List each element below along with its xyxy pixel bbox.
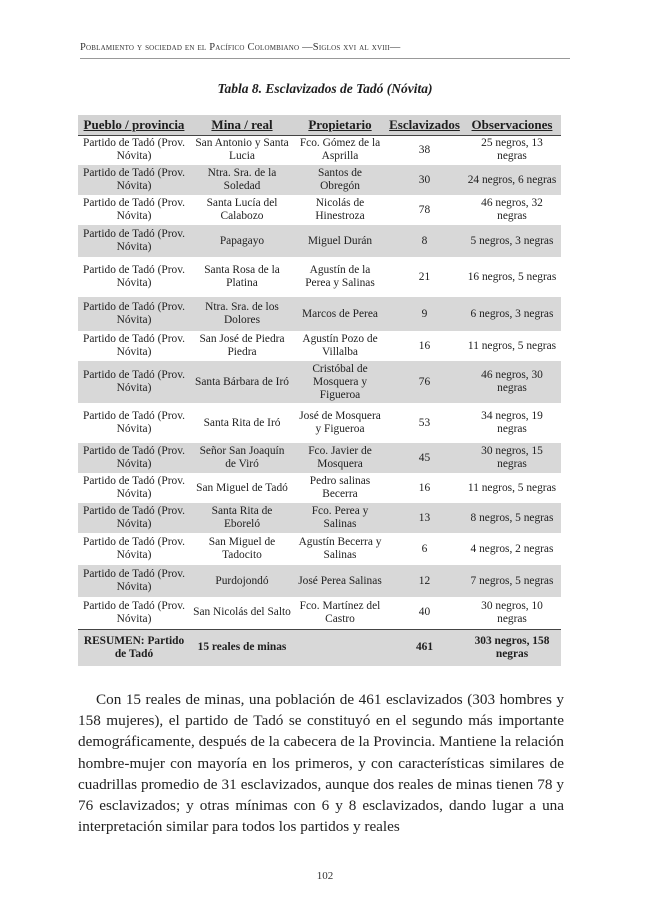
cell-propietario: Fco. Martínez del Castro — [299, 599, 381, 625]
cell-observaciones: 34 negros, 19 negras — [481, 410, 543, 435]
table-header-row — [78, 115, 561, 135]
slaves-table — [78, 115, 561, 666]
cell-mina: San Miguel de Tadocito — [208, 536, 276, 561]
cell-esclavizados: 13 — [386, 503, 463, 533]
summary-propietario — [294, 629, 386, 666]
cell-observaciones: 24 negros, 6 negras — [463, 165, 561, 195]
cell-mina: Papagayo — [190, 225, 294, 257]
cell-esclavizados: 12 — [386, 565, 463, 597]
table-row — [78, 403, 561, 443]
table-row — [78, 257, 561, 297]
cell-esclavizados: 78 — [418, 203, 431, 216]
cell-pueblo: Partido de Tadó (Prov. Nóvita) — [82, 410, 186, 435]
cell-propietario: Fco. Perea y Salinas — [294, 503, 386, 533]
cell-pueblo: Partido de Tadó (Prov. Nóvita) — [78, 361, 190, 403]
table-row — [78, 503, 561, 533]
cell-pueblo: Partido de Tadó (Prov. Nóvita) — [78, 297, 190, 331]
cell-propietario: José Perea Salinas — [294, 565, 386, 597]
cell-propietario: Fco. Javier de Mosquera — [294, 443, 386, 473]
cell-mina: San Nicolás del Salto — [193, 606, 291, 619]
cell-pueblo: Partido de Tadó (Prov. Nóvita) — [78, 165, 190, 195]
cell-observaciones: 7 negros, 5 negras — [463, 565, 561, 597]
cell-pueblo: Partido de Tadó (Prov. Nóvita) — [82, 475, 186, 500]
summary-mina: 15 reales de minas — [190, 629, 294, 666]
cell-esclavizados: 21 — [418, 270, 431, 283]
cell-mina: San José de Piedra Piedra — [199, 333, 285, 358]
column-header-esclavizados: Esclavizados — [386, 115, 463, 135]
cell-propietario: Agustín de la Perea y Salinas — [305, 264, 375, 289]
cell-mina: Santa Rita de Iró — [203, 416, 281, 429]
cell-mina: San Miguel de Tadó — [196, 481, 288, 494]
summary-esclavizados: 461 — [386, 629, 463, 666]
column-header-mina: Mina / real — [190, 115, 294, 135]
header-rule — [80, 58, 570, 59]
cell-mina: Santa Rita de Eboreló — [190, 503, 294, 533]
cell-propietario: Fco. Gómez de la Asprilla — [299, 137, 381, 163]
body-text — [78, 689, 564, 837]
cell-pueblo: Partido de Tadó (Prov. Nóvita) — [78, 225, 190, 257]
cell-observaciones: 8 negros, 5 negras — [463, 503, 561, 533]
cell-esclavizados: 38 — [418, 143, 431, 156]
cell-mina: Santa Bárbara de Iró — [190, 361, 294, 403]
cell-observaciones: 16 negros, 5 negras — [467, 270, 557, 283]
cell-observaciones: 4 negros, 2 negras — [470, 542, 554, 555]
table-row — [78, 597, 561, 629]
cell-pueblo: Partido de Tadó (Prov. Nóvita) — [78, 565, 190, 597]
table-row — [78, 473, 561, 503]
cell-mina: Santa Lucía del Calabozo — [206, 197, 278, 222]
cell-esclavizados: 9 — [386, 297, 463, 331]
table-row — [78, 533, 561, 565]
cell-esclavizados: 16 — [418, 481, 431, 494]
cell-propietario: Marcos de Perea — [294, 297, 386, 331]
cell-mina: Purdojondó — [190, 565, 294, 597]
cell-propietario: Miguel Durán — [294, 225, 386, 257]
column-header-propietario: Propietario — [294, 115, 386, 135]
cell-pueblo: Partido de Tadó (Prov. Nóvita) — [78, 443, 190, 473]
cell-observaciones: 30 negros, 10 negras — [481, 599, 543, 625]
table-row — [78, 331, 561, 361]
cell-observaciones: 11 negros, 5 negras — [467, 481, 557, 494]
cell-esclavizados: 8 — [386, 225, 463, 257]
running-head: Poblamiento y sociedad en el Pacífico Colombiano —Siglos xvi al xviii— — [80, 42, 401, 53]
cell-esclavizados: 45 — [386, 443, 463, 473]
cell-observaciones: 46 negros, 32 negras — [481, 197, 543, 222]
cell-observaciones: 25 negros, 13 negras — [481, 137, 543, 163]
cell-observaciones: 5 negros, 3 negras — [463, 225, 561, 257]
table-row — [78, 135, 561, 165]
cell-propietario: Pedro salinas Becerra — [309, 475, 371, 500]
table-row — [78, 361, 561, 403]
cell-esclavizados: 30 — [386, 165, 463, 195]
body-paragraph: Con 15 reales de minas, una población de 461 esclavizados (303 hombres y 158 mujeres), el partido de Tadó se constituyó en el segundo más importante demográficamente, después de la cabecera de la Provincia. Mantiene la relación hombre-mujer con mayoría en los primeros, y con características similares de cuadrillas promedio de 31 esclavizados, aunque dos reales de minas tienen 78 y 76 esclavizados; y otras mínimas con 6 y 8 esclavizados, dando lugar a una interpretación similar para todos los partidos y reales — [78, 691, 564, 836]
cell-mina: Ntra. Sra. de los Dolores — [190, 297, 294, 331]
cell-esclavizados: 6 — [421, 542, 428, 555]
table-row — [78, 165, 561, 195]
cell-mina: Santa Rosa de la Platina — [204, 264, 280, 289]
cell-observaciones: 11 negros, 5 negras — [467, 339, 557, 352]
cell-pueblo: Partido de Tadó (Prov. Nóvita) — [82, 333, 186, 358]
table-row — [78, 297, 561, 331]
column-header-pueblo: Pueblo / provincia — [78, 115, 190, 135]
cell-observaciones: 6 negros, 3 negras — [463, 297, 561, 331]
cell-pueblo: Partido de Tadó (Prov. Nóvita) — [82, 536, 186, 561]
column-header-observaciones: Observaciones — [463, 115, 561, 135]
cell-propietario: Santos de Obregón — [294, 165, 386, 195]
table-row — [78, 443, 561, 473]
table-title: Tabla 8. Esclavizados de Tadó (Nóvita) — [217, 81, 433, 96]
table-row — [78, 225, 561, 257]
cell-observaciones: 30 negros, 15 negras — [463, 443, 561, 473]
cell-mina: Señor San Joaquín de Viró — [190, 443, 294, 473]
cell-pueblo: Partido de Tadó (Prov. Nóvita) — [78, 503, 190, 533]
cell-mina: Ntra. Sra. de la Soledad — [190, 165, 294, 195]
cell-esclavizados: 16 — [418, 339, 431, 352]
cell-propietario: Agustín Becerra y Salinas — [298, 536, 382, 561]
cell-pueblo: Partido de Tadó (Prov. Nóvita) — [82, 599, 186, 625]
summary-pueblo: RESUMEN: Partido de Tadó — [78, 629, 190, 666]
summary-observaciones: 303 negros, 158 negras — [463, 629, 561, 666]
cell-esclavizados: 53 — [418, 416, 431, 429]
cell-propietario: Nicolás de Hinestroza — [315, 197, 365, 222]
cell-esclavizados: 76 — [386, 361, 463, 403]
cell-propietario: Agustín Pozo de Villalba — [302, 333, 378, 358]
cell-pueblo: Partido de Tadó (Prov. Nóvita) — [82, 137, 186, 163]
table-row — [78, 195, 561, 225]
cell-observaciones: 46 negros, 30 negras — [463, 361, 561, 403]
table-row — [78, 565, 561, 597]
cell-pueblo: Partido de Tadó (Prov. Nóvita) — [82, 197, 186, 222]
cell-pueblo: Partido de Tadó (Prov. Nóvita) — [82, 264, 186, 289]
page-number: 102 — [316, 870, 334, 882]
cell-mina: San Antonio y Santa Lucia — [195, 137, 289, 163]
cell-propietario: Cristóbal de Mosquera y Figueroa — [294, 361, 386, 403]
cell-propietario: José de Mosquera y Figueroa — [299, 410, 381, 435]
summary-row — [78, 629, 561, 666]
cell-esclavizados: 40 — [418, 606, 431, 619]
